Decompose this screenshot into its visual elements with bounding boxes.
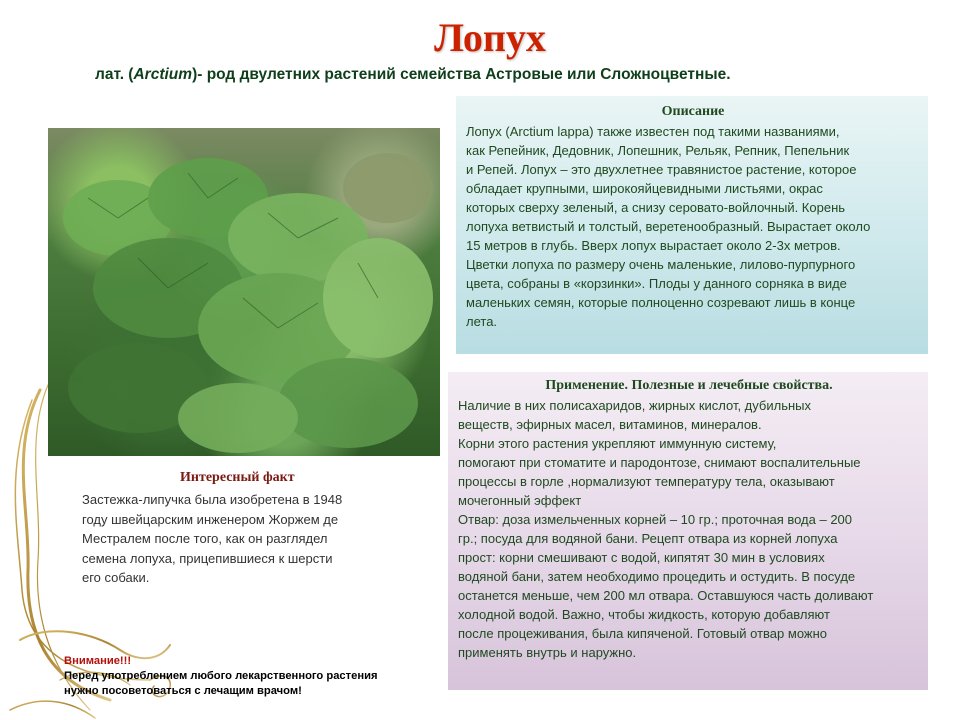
warning-title: Внимание!!!: [64, 655, 132, 667]
subtitle-prefix: лат. (: [95, 66, 134, 83]
warning-text: Перед употреблением любого лекарственного растения нужно посоветоваться с лечащим врачом!: [64, 670, 378, 697]
page-title: Лопух: [434, 15, 546, 60]
description-text: Лопух (Arctium lappa) также известен под такими названиями, как Репейник, Дедовник, Лопешник, Рельяк, Репник, Пепельник и Репей. Лопух – это двухлетнее травянистое растение, которое обладает крупными, широкояйцевидными листьями, окрас которых сверху зеленый, а снизу серовато-войлочный. Корень лопуха ветвистый и толстый, веретенообразный. Вырастает около 15 метров в глубь. Вверх лопух вырастает около 2-3х метров. Цветки лопуха по размеру очень маленькие, лилово-пурпурного цвета, собраны в «корзинки». Плоды у данного сорняка в виде маленьких семян, которые полноценно созревают лишь в конце лета.: [466, 124, 871, 329]
page-subtitle: [95, 66, 915, 84]
application-panel: [448, 372, 928, 690]
description-panel: [456, 96, 928, 354]
fact-heading: Интересный факт: [180, 470, 295, 485]
application-text: Наличие в них полисахаридов, жирных кислот, дубильных веществ, эфирных масел, витаминов, минералов. Корни этого растения укрепляют иммунную систему, помогают при стоматите и пародонтозе, снимают воспалительные процессы в горле ,нормализуют температуру тела, оказывают мочегонный эффект Отвар: доза измельченных корней – 10 гр.; проточная вода – 200 гр.; посуда для водяной бани. Рецепт отвара из корней лопуха прост: корни смешивают с водой, кипятят 30 мин в условиях водяной бани, затем необходимо процедить и остудить. В посуде останется меньше, чем 200 мл отвара. Оставшуюся часть доливают холодной водой. Важно, чтобы жидкость, которую добавляют после процеживания, была кипяченой. Готовый отвар можно применять внутрь и наружно.: [458, 398, 874, 660]
fact-text: Застежка-липучка была изобретена в 1948 году швейцарским инженером Жоржем де Местралем после того, как он разглядел семена лопуха, прицепившиеся к шерсти его собаки.: [82, 492, 343, 585]
description-heading: Описание: [661, 104, 725, 119]
warning-note: [64, 654, 444, 699]
subtitle-suffix: )- род двулетних растений семейства Астровые или Сложноцветные.: [192, 66, 731, 83]
latin-name: Arctium: [133, 66, 193, 83]
burdock-photo: [48, 128, 440, 456]
application-heading: Применение. Полезные и лечебные свойства.: [545, 378, 833, 393]
